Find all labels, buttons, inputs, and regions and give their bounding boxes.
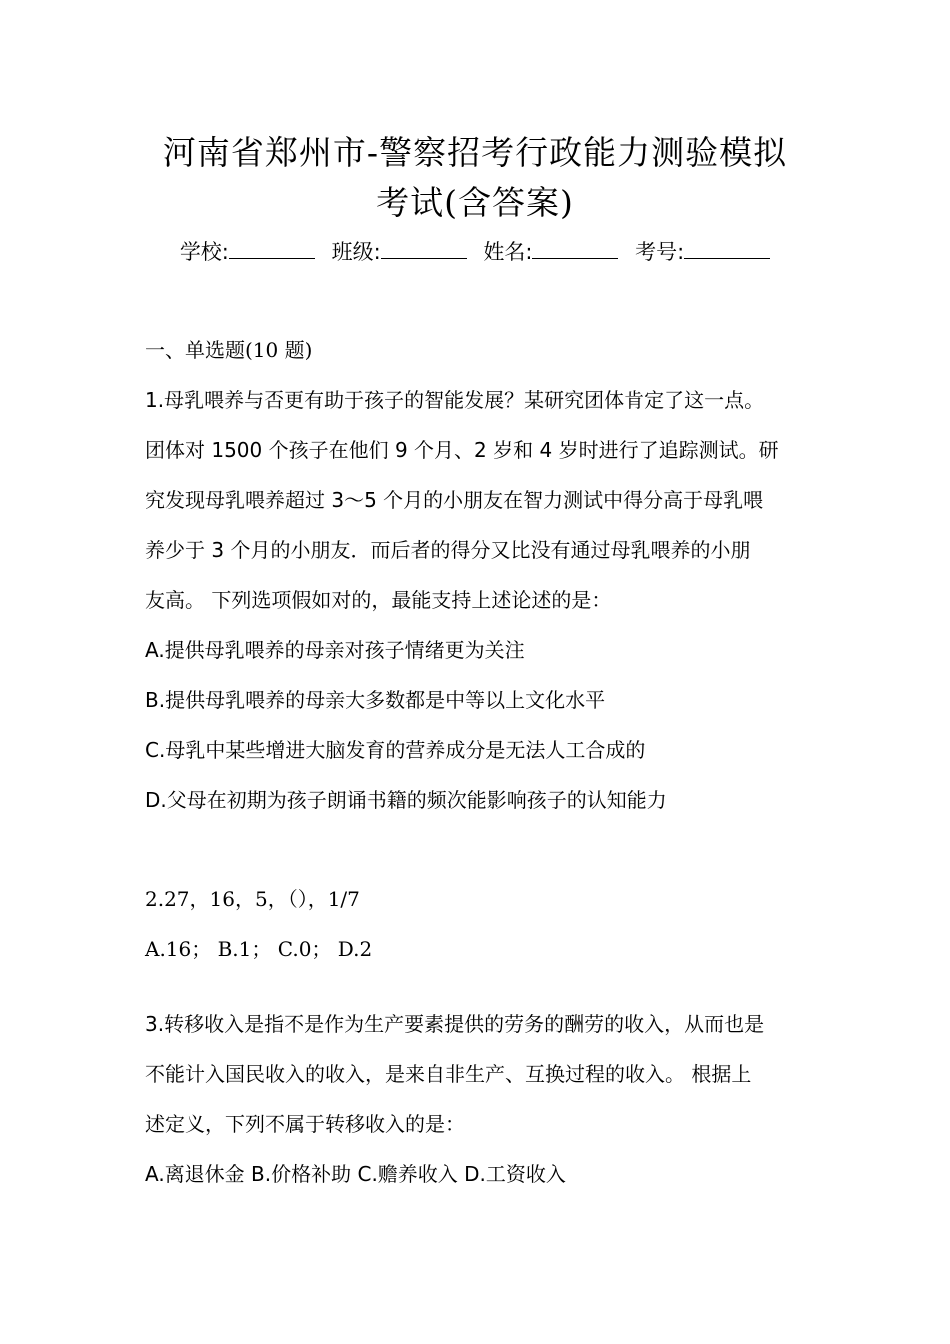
- exam-number-field: [635, 240, 770, 264]
- q1-stem-line-2: 团体对 1500 个孩子在他们 9 个月、2 岁和 4 岁时进行了追踪测试。研: [145, 438, 779, 462]
- q3-stem-line-1: 3.转移收入是指不是作为生产要素提供的劳务的酬劳的收入，从而也是: [145, 1012, 765, 1036]
- document-title-line-1: 河南省郑州市-警察招考行政能力测验模拟: [162, 133, 788, 172]
- school-blank: [229, 238, 315, 259]
- school-label: 学校:: [179, 240, 229, 264]
- q1-option-a: A.提供母乳喂养的母亲对孩子情绪更为关注: [145, 638, 525, 662]
- q1-stem-line-3: 究发现母乳喂养超过 3～5 个月的小朋友在智力测试中得分高于母乳喂: [145, 488, 764, 512]
- class-blank: [381, 238, 467, 259]
- q1-stem-line-1: 1.母乳喂养与否更有助于孩子的智能发展？某研究团体肯定了这一点。: [145, 388, 765, 412]
- exam-number-blank: [684, 238, 770, 259]
- q1-option-d: D.父母在初期为孩子朗诵书籍的频次能影响孩子的认知能力: [145, 788, 667, 812]
- q3-stem-line-3: 述定义，下列不属于转移收入的是：: [145, 1112, 465, 1136]
- name-field: [483, 240, 618, 264]
- q1-option-c: C.母乳中某些增进大脑发育的营养成分是无法人工合成的: [145, 738, 646, 762]
- school-field: [180, 240, 315, 264]
- q3-options: A.离退休金 B.价格补助 C.赡养收入 D.工资收入: [145, 1162, 566, 1186]
- q2-options: A.16； B.1； C.0； D.2: [145, 937, 373, 961]
- class-field: [332, 240, 467, 264]
- q1-stem-line-5: 友高。 下列选项假如对的，最能支持上述论述的是：: [145, 588, 612, 612]
- q1-option-b: B.提供母乳喂养的母亲大多数都是中等以上文化水平: [145, 688, 606, 712]
- q2-stem: 2.27，16，5，（），1/7: [145, 887, 360, 911]
- q1-stem-line-4: 养少于 3 个月的小朋友．而后者的得分又比没有通过母乳喂养的小朋: [145, 538, 751, 562]
- section-heading: 一、单选题(10 题): [145, 338, 313, 362]
- exam-number-label: 考号:: [635, 240, 685, 264]
- name-blank: [532, 238, 618, 259]
- name-label: 姓名:: [483, 240, 533, 264]
- document-title-line-2: 考试(含答案): [376, 183, 574, 222]
- class-label: 班级:: [331, 240, 381, 264]
- q3-stem-line-2: 不能计入国民收入的收入，是来自非生产、互换过程的收入。 根据上: [145, 1062, 752, 1086]
- student-info-row: [0, 238, 950, 266]
